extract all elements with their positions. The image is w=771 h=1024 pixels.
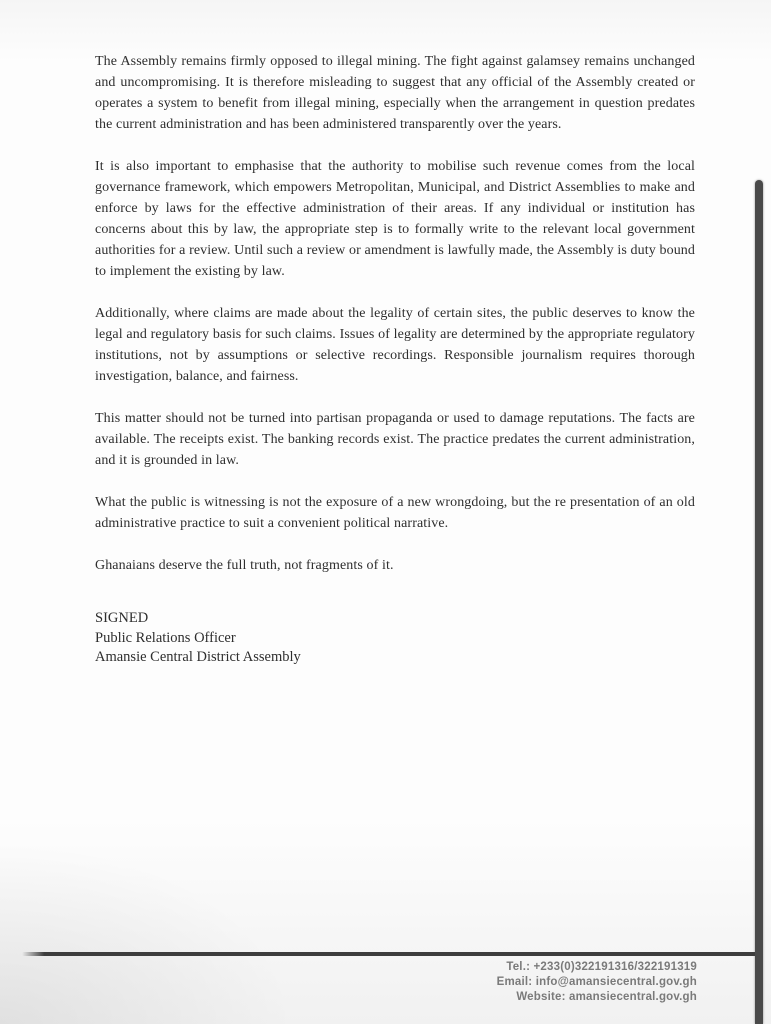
press-release-body [95,51,695,668]
footer-website: Website: amansiecentral.gov.gh [516,991,697,1003]
signature-block [95,609,695,668]
paragraph-opposition-statement: The Assembly remains firmly opposed to illegal mining. The fight against galamsey remains unchanged and uncompromising. It is therefore misleading to suggest that any official of the Assembly created or operates a system to benefit from illegal mining, especially when the arrangement in question predates the current administration and has been administered transparently over the years. [95,54,695,132]
footer-contact-info [497,960,697,1005]
page-edge-bar [755,180,763,1024]
signatory-organization: Amansie Central District Assembly [95,649,301,665]
paragraph-legality-claims: Additionally, where claims are made about the legality of certain sites, the public deserves to know the legal and regulatory basis for such claims. Issues of legality are determined by the appropriate regulatory institutions, not by assumptions or selective recordings. Responsible journalism requires thorough investigation, balance, and fairness. [95,306,695,384]
footer-divider-rule [22,952,763,956]
paragraph-closing-statement: Ghanaians deserve the full truth, not fragments of it. [95,558,394,573]
paragraph-partisan-propaganda: This matter should not be turned into partisan propaganda or used to damage reputations. The facts are available. The receipts exist. The banking records exist. The practice predates the current administration, and it is grounded in law. [95,411,695,468]
signed-label: SIGNED [95,610,149,626]
footer-telephone: Tel.: +233(0)322191316/322191319 [506,961,697,973]
footer-email: Email: info@amansiecentral.gov.gh [496,976,697,988]
paragraph-public-witnessing: What the public is witnessing is not the exposure of a new wrongdoing, but the re presentation of an old administrative practice to suit a convenient political narrative. [95,495,695,531]
signatory-title: Public Relations Officer [95,629,236,646]
paragraph-legal-authority: It is also important to emphasise that the authority to mobilise such revenue comes from the local governance framework, which empowers Metropolitan, Municipal, and District Assemblies to make and enforce by laws for the effective administration of their areas. If any individual or institution has concerns about this by law, the appropriate step is to formally write to the relevant local government authorities for a review. Until such a review or amendment is lawfully made, the Assembly is duty bound to implement the existing by law. [95,159,695,279]
